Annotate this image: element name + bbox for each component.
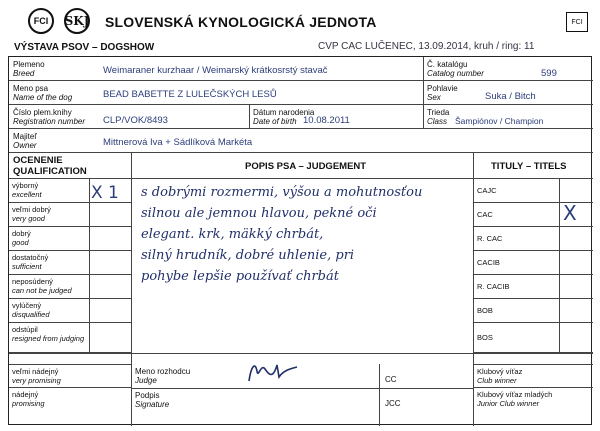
owner-row: [9, 129, 593, 153]
header: [0, 0, 600, 56]
qualification-header: OCENENIE QUALIFICATION: [13, 155, 87, 177]
judgement-header: POPIS PSA – JUDGEMENT: [245, 161, 367, 172]
qualification-item[interactable]: neposúdený can not be judged: [9, 275, 131, 299]
title-item[interactable]: R. CAC: [473, 227, 593, 251]
show-title: VÝSTAVA PSOV – DOGSHOW: [14, 42, 155, 53]
breed-row: [9, 57, 593, 81]
reg-value: CLP/VOK/8493: [103, 115, 168, 126]
qualification-item[interactable]: dobrý good: [9, 227, 131, 251]
name-label: Meno psa Name of the dog: [13, 84, 73, 102]
title-item[interactable]: R. CACIB: [473, 275, 593, 299]
club-winner-item[interactable]: Klubový víťaz Club winner: [473, 364, 593, 388]
qualification-item[interactable]: vylúčený disqualified: [9, 299, 131, 323]
section-header-row: [9, 153, 593, 179]
title-item[interactable]: CAJC: [473, 179, 593, 203]
qualification-item[interactable]: odstúpil resigned from judging: [9, 323, 131, 353]
qualification-item[interactable]: veľmi dobrý very good: [9, 203, 131, 227]
name-value: BEAD BABETTE Z LULEČSKÝCH LESŮ: [103, 89, 277, 100]
catalog-value: 599: [541, 68, 557, 79]
dob-label: Dátum narodenia Date of birth: [253, 108, 315, 126]
organization-title: SLOVENSKÁ KYNOLOGICKÁ JEDNOTA: [105, 14, 377, 30]
very-promising-item[interactable]: veľmi nádejný very promising: [9, 364, 131, 388]
registration-row: [9, 105, 593, 129]
judge-signature-icon: [245, 357, 305, 387]
reg-label: Číslo plem.knihy Registration number: [13, 108, 86, 126]
sex-value: Suka / Bitch: [485, 91, 536, 102]
qualification-item[interactable]: dostatočný sufficient: [9, 251, 131, 275]
judging-form: [8, 56, 592, 425]
skj-logo-icon: SKJ: [64, 8, 90, 34]
title-item[interactable]: BOB: [473, 299, 593, 323]
sex-label: Pohlavie Sex: [427, 84, 458, 102]
signature-label: Podpis Signature: [135, 391, 170, 409]
show-info: CVP CAC LUČENEC, 13.09.2014, kruh / ring: 11: [318, 41, 535, 52]
fci-stamp-icon: FCI: [566, 12, 588, 32]
name-row: [9, 81, 593, 105]
qualification-mark: X 1: [91, 183, 119, 203]
titles-header: TITULY – TITELS: [491, 161, 567, 172]
title-item[interactable]: BOS: [473, 323, 593, 353]
junior-club-winner-item[interactable]: Klubový víťaz mladých Junior Club winner: [477, 390, 553, 408]
qualification-item[interactable]: výborný excellent: [9, 179, 131, 203]
catalog-label: Č. katalógu Catalog number: [427, 60, 484, 78]
judgement-line: pohybe lepšie používať chrbát: [141, 269, 339, 284]
judgement-line: silnou ale jemnou hlavou, pekné oči: [141, 206, 377, 221]
title-mark: X: [563, 201, 577, 225]
title-item[interactable]: CAC: [473, 203, 593, 227]
owner-value: Mittnerová Iva + Sádlíková Markéta: [103, 137, 253, 148]
fci-logo-icon: FCI: [28, 8, 54, 34]
judge-label: Meno rozhodcu Judge: [135, 367, 191, 385]
breed-label: Plemeno Breed: [13, 60, 45, 78]
judgement-line: elegant. krk, mäkký chrbát,: [141, 227, 324, 242]
dob-value: 10.08.2011: [303, 115, 350, 126]
class-label: Trieda Class: [427, 108, 450, 126]
cc-label: CC: [385, 375, 397, 384]
jcc-label: JCC: [385, 399, 401, 408]
promising-item[interactable]: nádejný promising: [12, 390, 45, 408]
judgement-line: s dobrými rozmermi, výšou a mohutnosťou: [141, 185, 423, 200]
judgement-line: silný hrudník, dobré uhlenie, pri: [141, 248, 355, 263]
breed-value: Weimaraner kurzhaar / Weimarský krátkosrstý stavač: [103, 65, 328, 76]
class-value: Šampiónov / Champion: [455, 116, 544, 126]
owner-label: Majiteľ Owner: [13, 132, 37, 150]
title-item[interactable]: CACIB: [473, 251, 593, 275]
